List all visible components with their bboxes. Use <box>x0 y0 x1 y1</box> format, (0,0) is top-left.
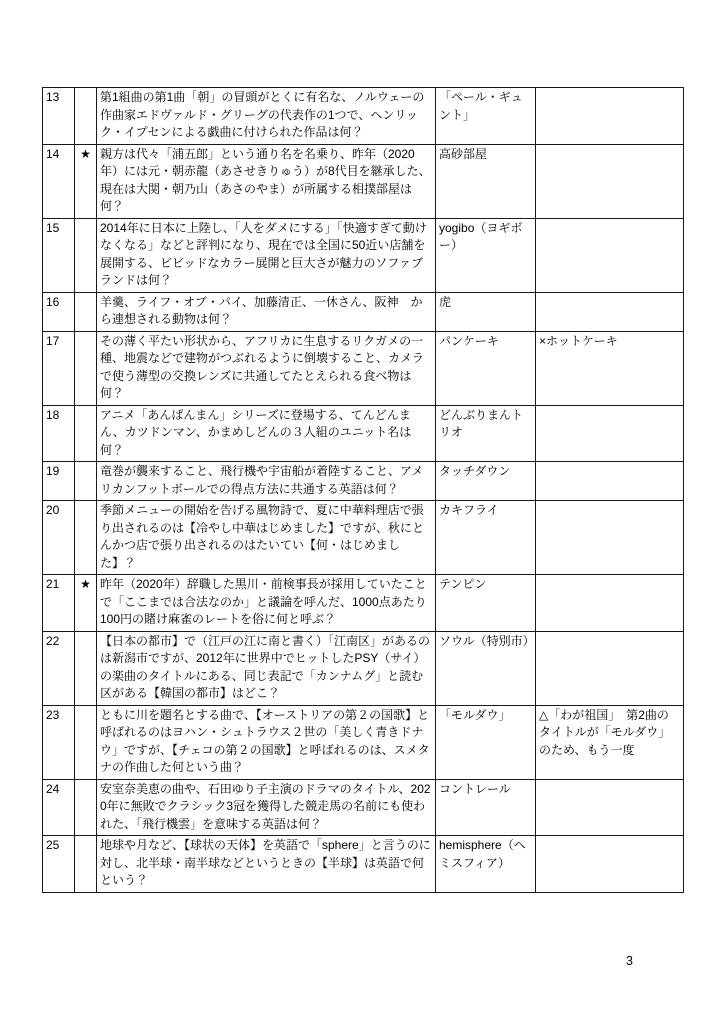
note-cell <box>536 836 684 893</box>
quiz-row <box>43 631 684 705</box>
note-cell <box>536 575 684 632</box>
quiz-row <box>43 405 684 462</box>
quiz-table <box>42 87 684 893</box>
question-number-cell: 21 <box>43 575 75 632</box>
quiz-row <box>43 144 684 218</box>
star-cell <box>75 88 97 145</box>
question-number-cell: 25 <box>43 836 75 893</box>
star-cell <box>75 331 97 405</box>
answer-cell: yogibo（ヨギボー） <box>436 218 536 292</box>
question-number-cell: 20 <box>43 501 75 575</box>
question-number-cell: 22 <box>43 631 75 705</box>
note-cell <box>536 462 684 501</box>
answer-cell: どんぶりまんトリオ <box>436 405 536 462</box>
question-cell: アニメ「あんぱんまん」シリーズに登場する、てんどんまん、カツドンマン、かまめしどんの３人組のユニット名は何？ <box>97 405 436 462</box>
quiz-row <box>43 218 684 292</box>
star-cell <box>75 501 97 575</box>
quiz-row <box>43 705 684 779</box>
question-number-cell: 18 <box>43 405 75 462</box>
star-cell <box>75 705 97 779</box>
question-cell: 地球や月など、【球状の天体】を英語で「sphere」と言うのに対し、北半球・南半球などというときの【半球】は英語で何という？ <box>97 836 436 893</box>
star-cell <box>75 836 97 893</box>
note-cell <box>536 631 684 705</box>
star-cell <box>75 462 97 501</box>
quiz-table-body <box>43 88 684 893</box>
question-cell: その薄く平たい形状から、アフリカに生息するリクガメの一種、地震などで建物がつぶれるように倒壊すること、カメラで使う薄型の交換レンズに共通してたとえられる食べ物は何？ <box>97 331 436 405</box>
quiz-row <box>43 501 684 575</box>
star-cell <box>75 292 97 331</box>
star-cell <box>75 405 97 462</box>
question-cell: 竜巻が襲来すること、飛行機や宇宙船が着陸すること、アメリカンフットボールでの得点方法に共通する英語は何？ <box>97 462 436 501</box>
quiz-row <box>43 779 684 836</box>
question-number-cell: 16 <box>43 292 75 331</box>
answer-cell: ソウル（特別市） <box>436 631 536 705</box>
question-number-cell: 13 <box>43 88 75 145</box>
question-cell: 季節メニューの開始を告げる風物詩で、夏に中華料理店で張り出されるのは【冷やし中華はじめました】ですが、秋にとんかつ店で張り出されるのはたいてい【何・はじめました】？ <box>97 501 436 575</box>
page-number: 3 <box>626 954 633 968</box>
question-number-cell: 23 <box>43 705 75 779</box>
quiz-row <box>43 88 684 145</box>
star-cell <box>75 218 97 292</box>
question-cell: 親方は代々「浦五郎」という通り名を名乗り、昨年（2020年）には元・朝赤龍（あさせきりゅう）が8代目を継承した、現在は大関・朝乃山（あさのやま）が所属する相撲部屋は何？ <box>97 144 436 218</box>
star-cell: ★ <box>75 144 97 218</box>
quiz-row <box>43 575 684 632</box>
note-cell <box>536 501 684 575</box>
question-cell: 安室奈美恵の曲や、石田ゆり子主演のドラマのタイトル、2020年に無敗でクラシック3冠を獲得した競走馬の名前にも使われた、「飛行機雲」を意味する英語は何？ <box>97 779 436 836</box>
question-cell: 羊羹、ライフ・オブ・パイ、加藤清正、一休さん、阪神 から連想される動物は何？ <box>97 292 436 331</box>
quiz-row <box>43 292 684 331</box>
star-cell <box>75 631 97 705</box>
question-cell: 【日本の都市】で（江戸の江に南と書く）「江南区」があるのは新潟市ですが、2012年に世界中でヒットしたPSY（サイ）の楽曲のタイトルにある、同じ表記で「カンナムグ」と読む区がある【韓国の都市】はどこ？ <box>97 631 436 705</box>
quiz-row <box>43 331 684 405</box>
answer-cell: タッチダウン <box>436 462 536 501</box>
star-cell: ★ <box>75 575 97 632</box>
question-number-cell: 24 <box>43 779 75 836</box>
note-cell: △「わが祖国」 第2曲のタイトルが「モルダウ」のため、もう一度 <box>536 705 684 779</box>
note-cell <box>536 405 684 462</box>
note-cell <box>536 144 684 218</box>
question-number-cell: 17 <box>43 331 75 405</box>
note-cell <box>536 218 684 292</box>
answer-cell: hemisphere（ヘミスフィア） <box>436 836 536 893</box>
question-number-cell: 19 <box>43 462 75 501</box>
note-cell: ×ホットケーキ <box>536 331 684 405</box>
answer-cell: 「モルダウ」 <box>436 705 536 779</box>
question-cell: 2014年に日本に上陸し、「人をダメにする」「快適すぎて動けなくなる」などと評判になり、現在では全国に50近い店舗を展開する、ビビッドなカラー展開と巨大さが魅力のソファブランドは何？ <box>97 218 436 292</box>
answer-cell: 「ペール・ギュント」 <box>436 88 536 145</box>
question-cell: 昨年（2020年）辞職した黒川・前検事長が採用していたことで「ここまでは合法なのか」と議論を呼んだ、1000点あたり100円の賭け麻雀のレートを俗に何と呼ぶ？ <box>97 575 436 632</box>
answer-cell: カキフライ <box>436 501 536 575</box>
question-cell: 第1組曲の第1曲「朝」の冒頭がとくに有名な、ノルウェーの作曲家エドヴァルド・グリーグの代表作の1つで、ヘンリック・イプセンによる戯曲に付けられた作品は何？ <box>97 88 436 145</box>
answer-cell: 虎 <box>436 292 536 331</box>
question-number-cell: 14 <box>43 144 75 218</box>
answer-cell: 高砂部屋 <box>436 144 536 218</box>
quiz-row <box>43 836 684 893</box>
quiz-row <box>43 462 684 501</box>
note-cell <box>536 779 684 836</box>
answer-cell: コントレール <box>436 779 536 836</box>
star-cell <box>75 779 97 836</box>
question-number-cell: 15 <box>43 218 75 292</box>
note-cell <box>536 88 684 145</box>
note-cell <box>536 292 684 331</box>
answer-cell: パンケーキ <box>436 331 536 405</box>
question-cell: ともに川を題名とする曲で、【オーストリアの第２の国歌】と呼ばれるのはヨハン・シュトラウス２世の「美しく青きドナウ」ですが、【チェコの第２の国歌】と呼ばれるのは、スメタナの作曲した何という曲？ <box>97 705 436 779</box>
answer-cell: テンピン <box>436 575 536 632</box>
